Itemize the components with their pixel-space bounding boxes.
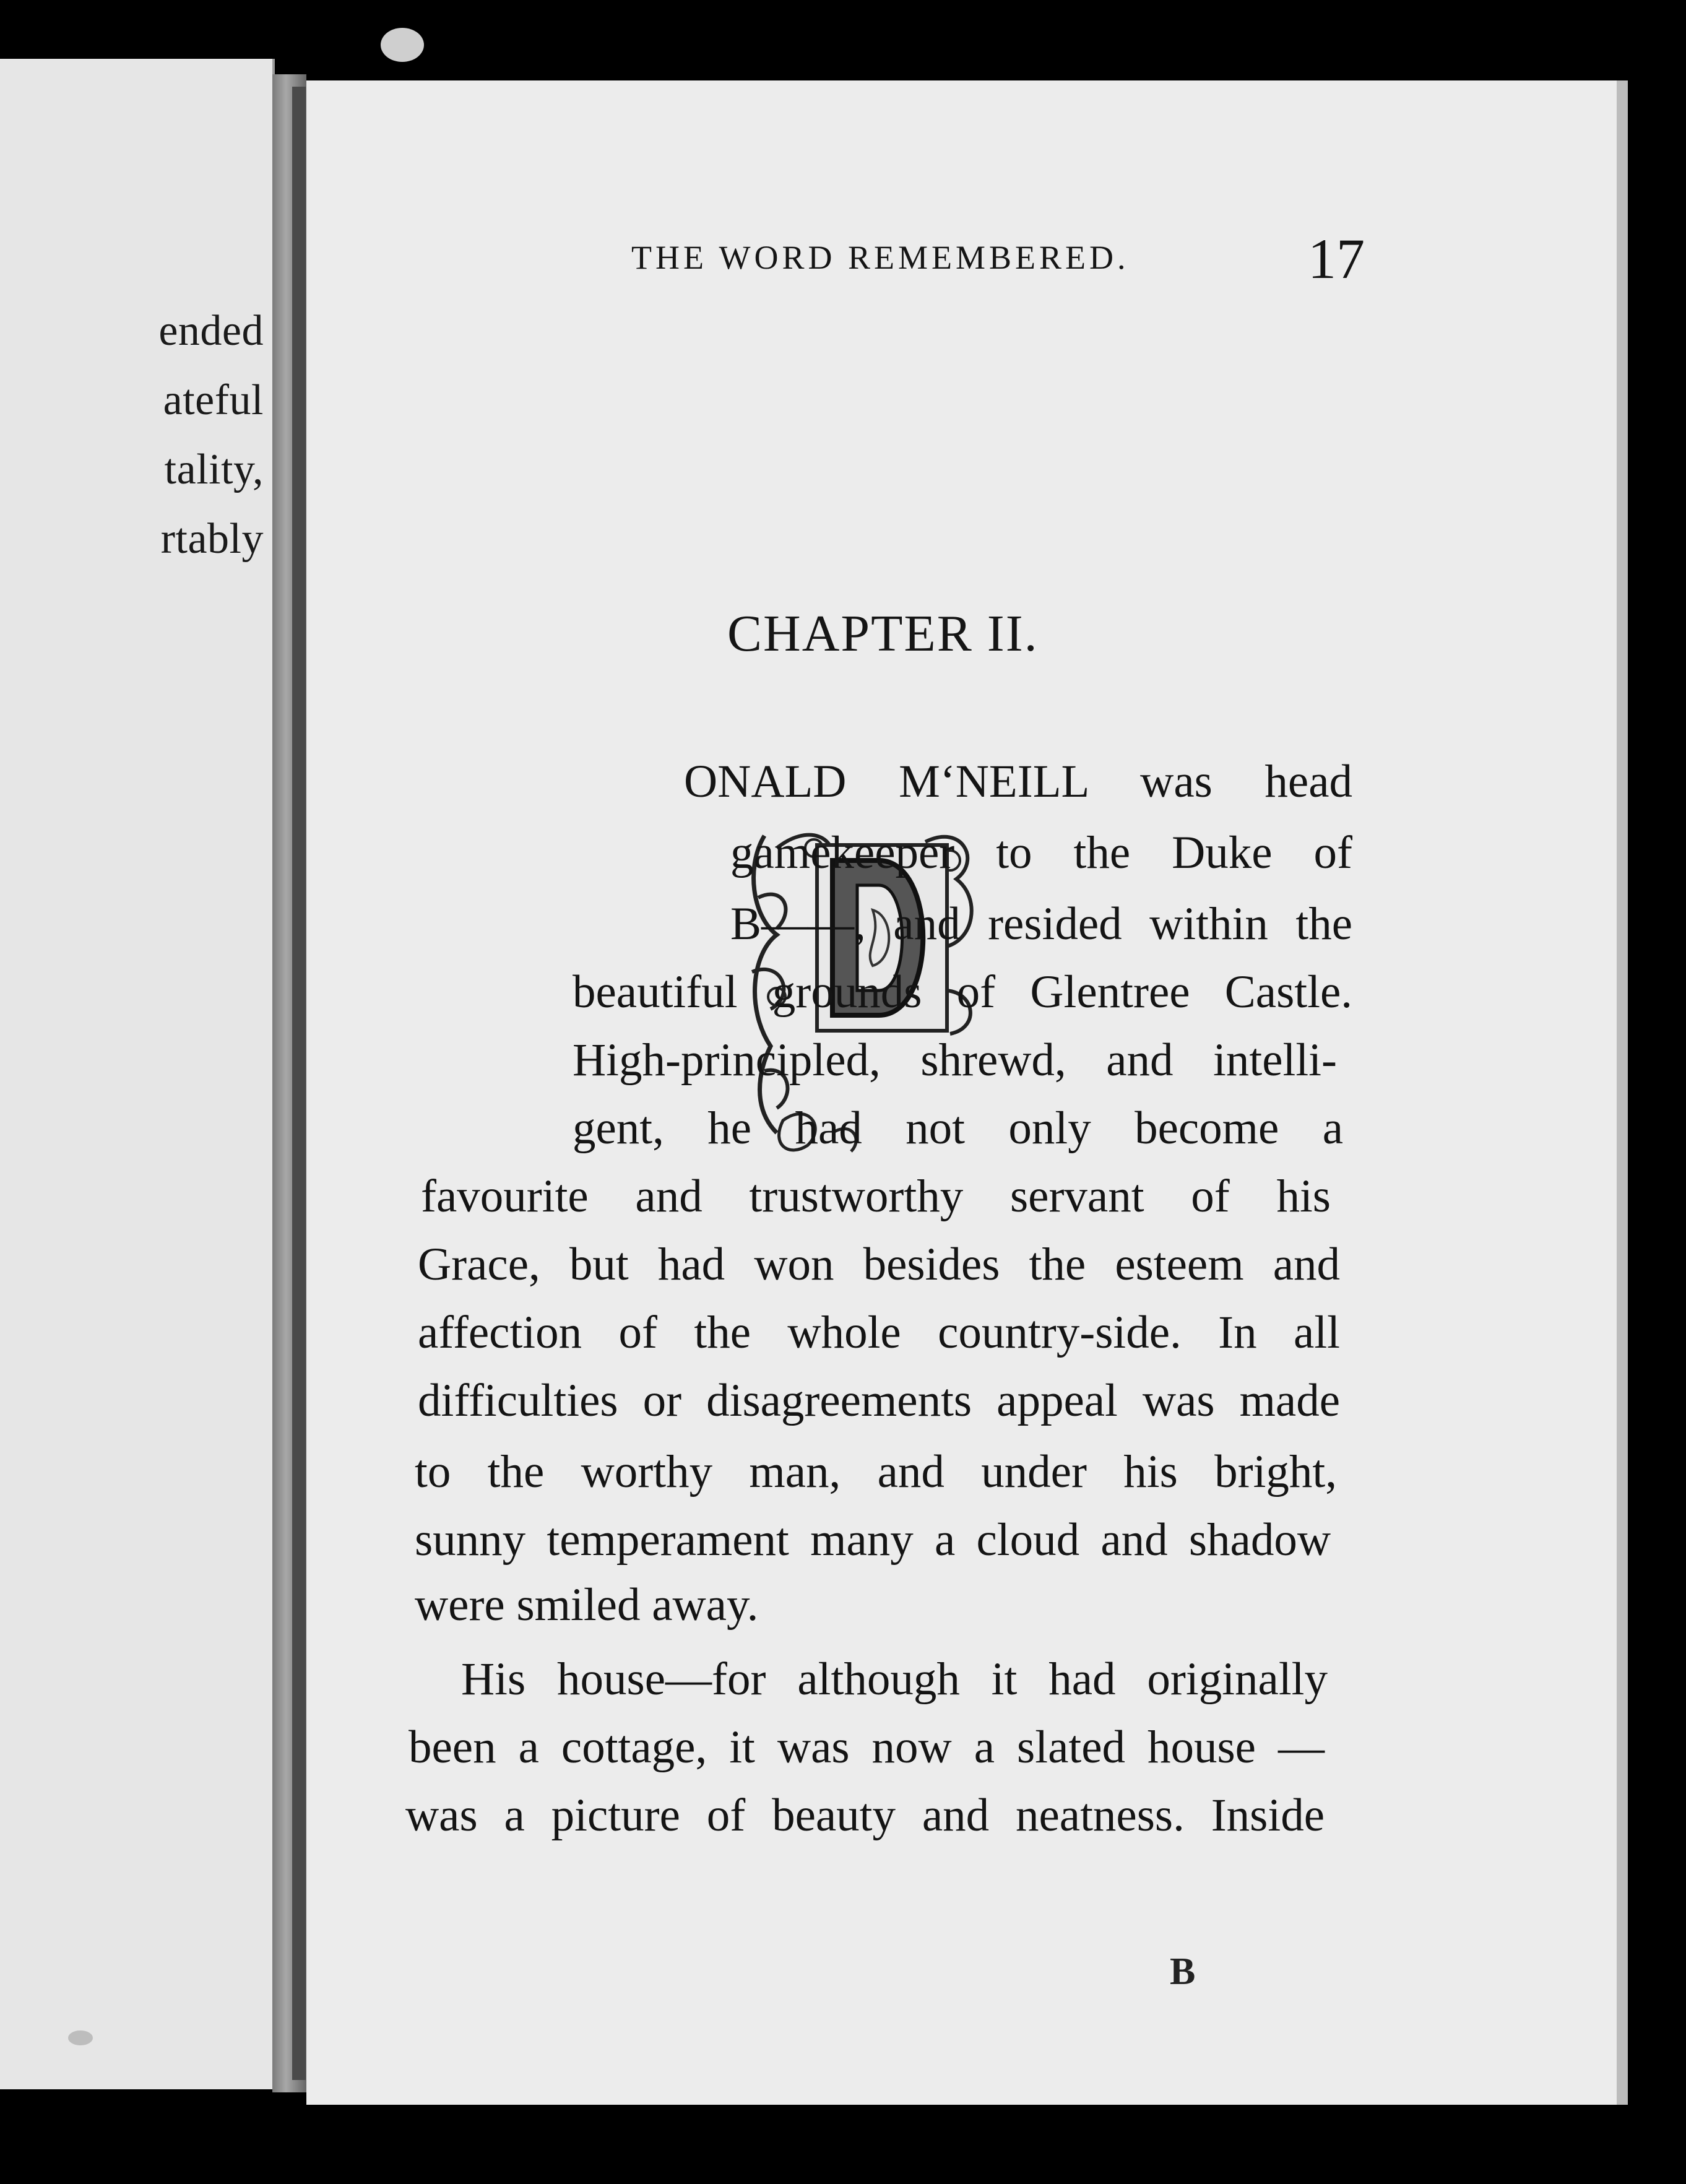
- body-line: Grace, but had won besides the esteem and: [418, 1239, 1340, 1290]
- body-line: sunny temperament many a cloud and shadow: [415, 1514, 1331, 1566]
- chapter-title: CHAPTER II.: [727, 605, 1039, 662]
- left-page-fragment: [0, 59, 275, 2089]
- body-line: was a picture of beauty and neatness. Inside: [405, 1790, 1325, 1841]
- left-page-line: rtably: [160, 515, 264, 563]
- left-page-line: tality,: [164, 446, 264, 493]
- body-line: gent, he had not only become a: [573, 1103, 1343, 1154]
- body-line: B——, and resided within the: [730, 898, 1352, 950]
- body-line: affection of the whole country-side. In all: [418, 1307, 1340, 1358]
- body-line: to the worthy man, and under his bright,: [415, 1446, 1337, 1497]
- body-line: were smiled away.: [415, 1579, 759, 1631]
- gutter-shadow: [292, 87, 306, 2080]
- left-page-line: ended: [158, 307, 264, 355]
- scan-debris: [381, 28, 424, 62]
- left-page-line: ateful: [163, 376, 264, 424]
- running-head: THE WORD REMEMBERED.: [631, 239, 1130, 276]
- body-line: ONALD M‘NEILL was head: [684, 756, 1352, 807]
- body-line: His house—for although it had originally: [461, 1653, 1328, 1705]
- signature-mark: B: [1170, 1951, 1196, 1993]
- body-line: gamekeeper to the Duke of: [730, 827, 1352, 878]
- body-line: beautiful grounds of Glentree Castle.: [573, 966, 1352, 1018]
- scan-debris: [68, 2030, 93, 2045]
- body-line: favourite and trustworthy servant of his: [421, 1171, 1331, 1222]
- body-line: been a cottage, it was now a slated house —: [409, 1722, 1325, 1773]
- body-line: High-principled, shrewd, and intelli-: [573, 1034, 1337, 1086]
- body-line: difficulties or disagreements appeal was made: [418, 1375, 1340, 1426]
- page-number: 17: [1308, 227, 1365, 290]
